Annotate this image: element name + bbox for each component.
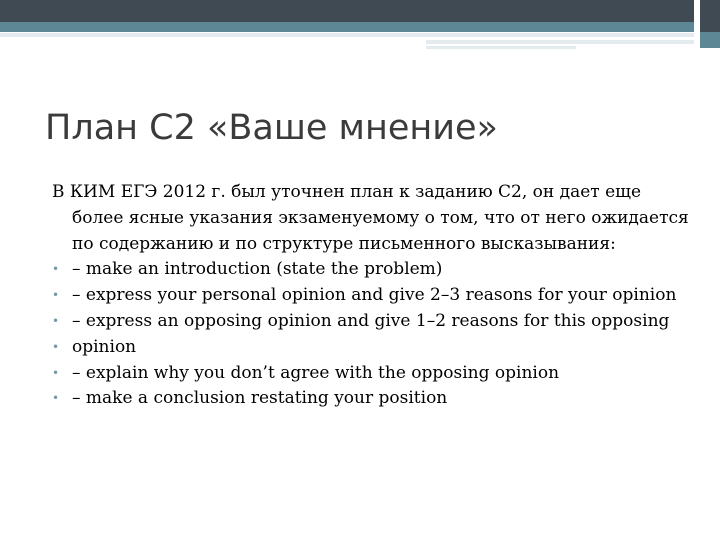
bullet-icon: •	[52, 391, 60, 406]
bullet-icon: •	[52, 262, 60, 277]
list-item-text: – explain why you don’t agree with the opposing opinion	[72, 362, 560, 383]
slide-body	[52, 180, 692, 412]
list-item-text: – express an opposing opinion and give 1–2 reasons for this opposing	[72, 310, 670, 331]
corner-block-dark	[700, 0, 720, 32]
bullet-icon: •	[52, 365, 60, 380]
header-bar-light-short	[426, 40, 694, 44]
header-bar-light	[0, 33, 694, 37]
list-item-text: – express your personal opinion and give 2–3 reasons for your opinion	[72, 285, 677, 306]
bullet-icon: •	[52, 339, 60, 354]
bullet-list	[52, 257, 692, 412]
intro-paragraph: В КИМ ЕГЭ 2012 г. был уточнен план к заданию С2, он дает еще более ясные указания экзаменуемому о том, что от него ожидается по содержанию и по структуре письменного высказывания:	[52, 182, 689, 254]
header-bar-light-shorter	[426, 46, 576, 49]
list-item-text: – make an introduction (state the problem)	[72, 259, 443, 280]
slide-title: План С2 «Ваше мнение»	[45, 108, 498, 148]
corner-gap	[694, 0, 700, 48]
list-item	[52, 257, 692, 283]
corner-block-teal	[700, 32, 720, 48]
header-bar-teal	[0, 22, 694, 32]
list-item	[52, 283, 692, 309]
bullet-icon: •	[52, 288, 60, 303]
header-bar-dark	[0, 0, 694, 22]
list-item	[52, 361, 692, 387]
list-item	[52, 309, 692, 335]
list-item	[52, 386, 692, 412]
list-item-text: opinion	[72, 336, 137, 357]
list-item-text: – make a conclusion restating your position	[72, 388, 448, 409]
bullet-icon: •	[52, 313, 60, 328]
list-item	[52, 335, 692, 361]
